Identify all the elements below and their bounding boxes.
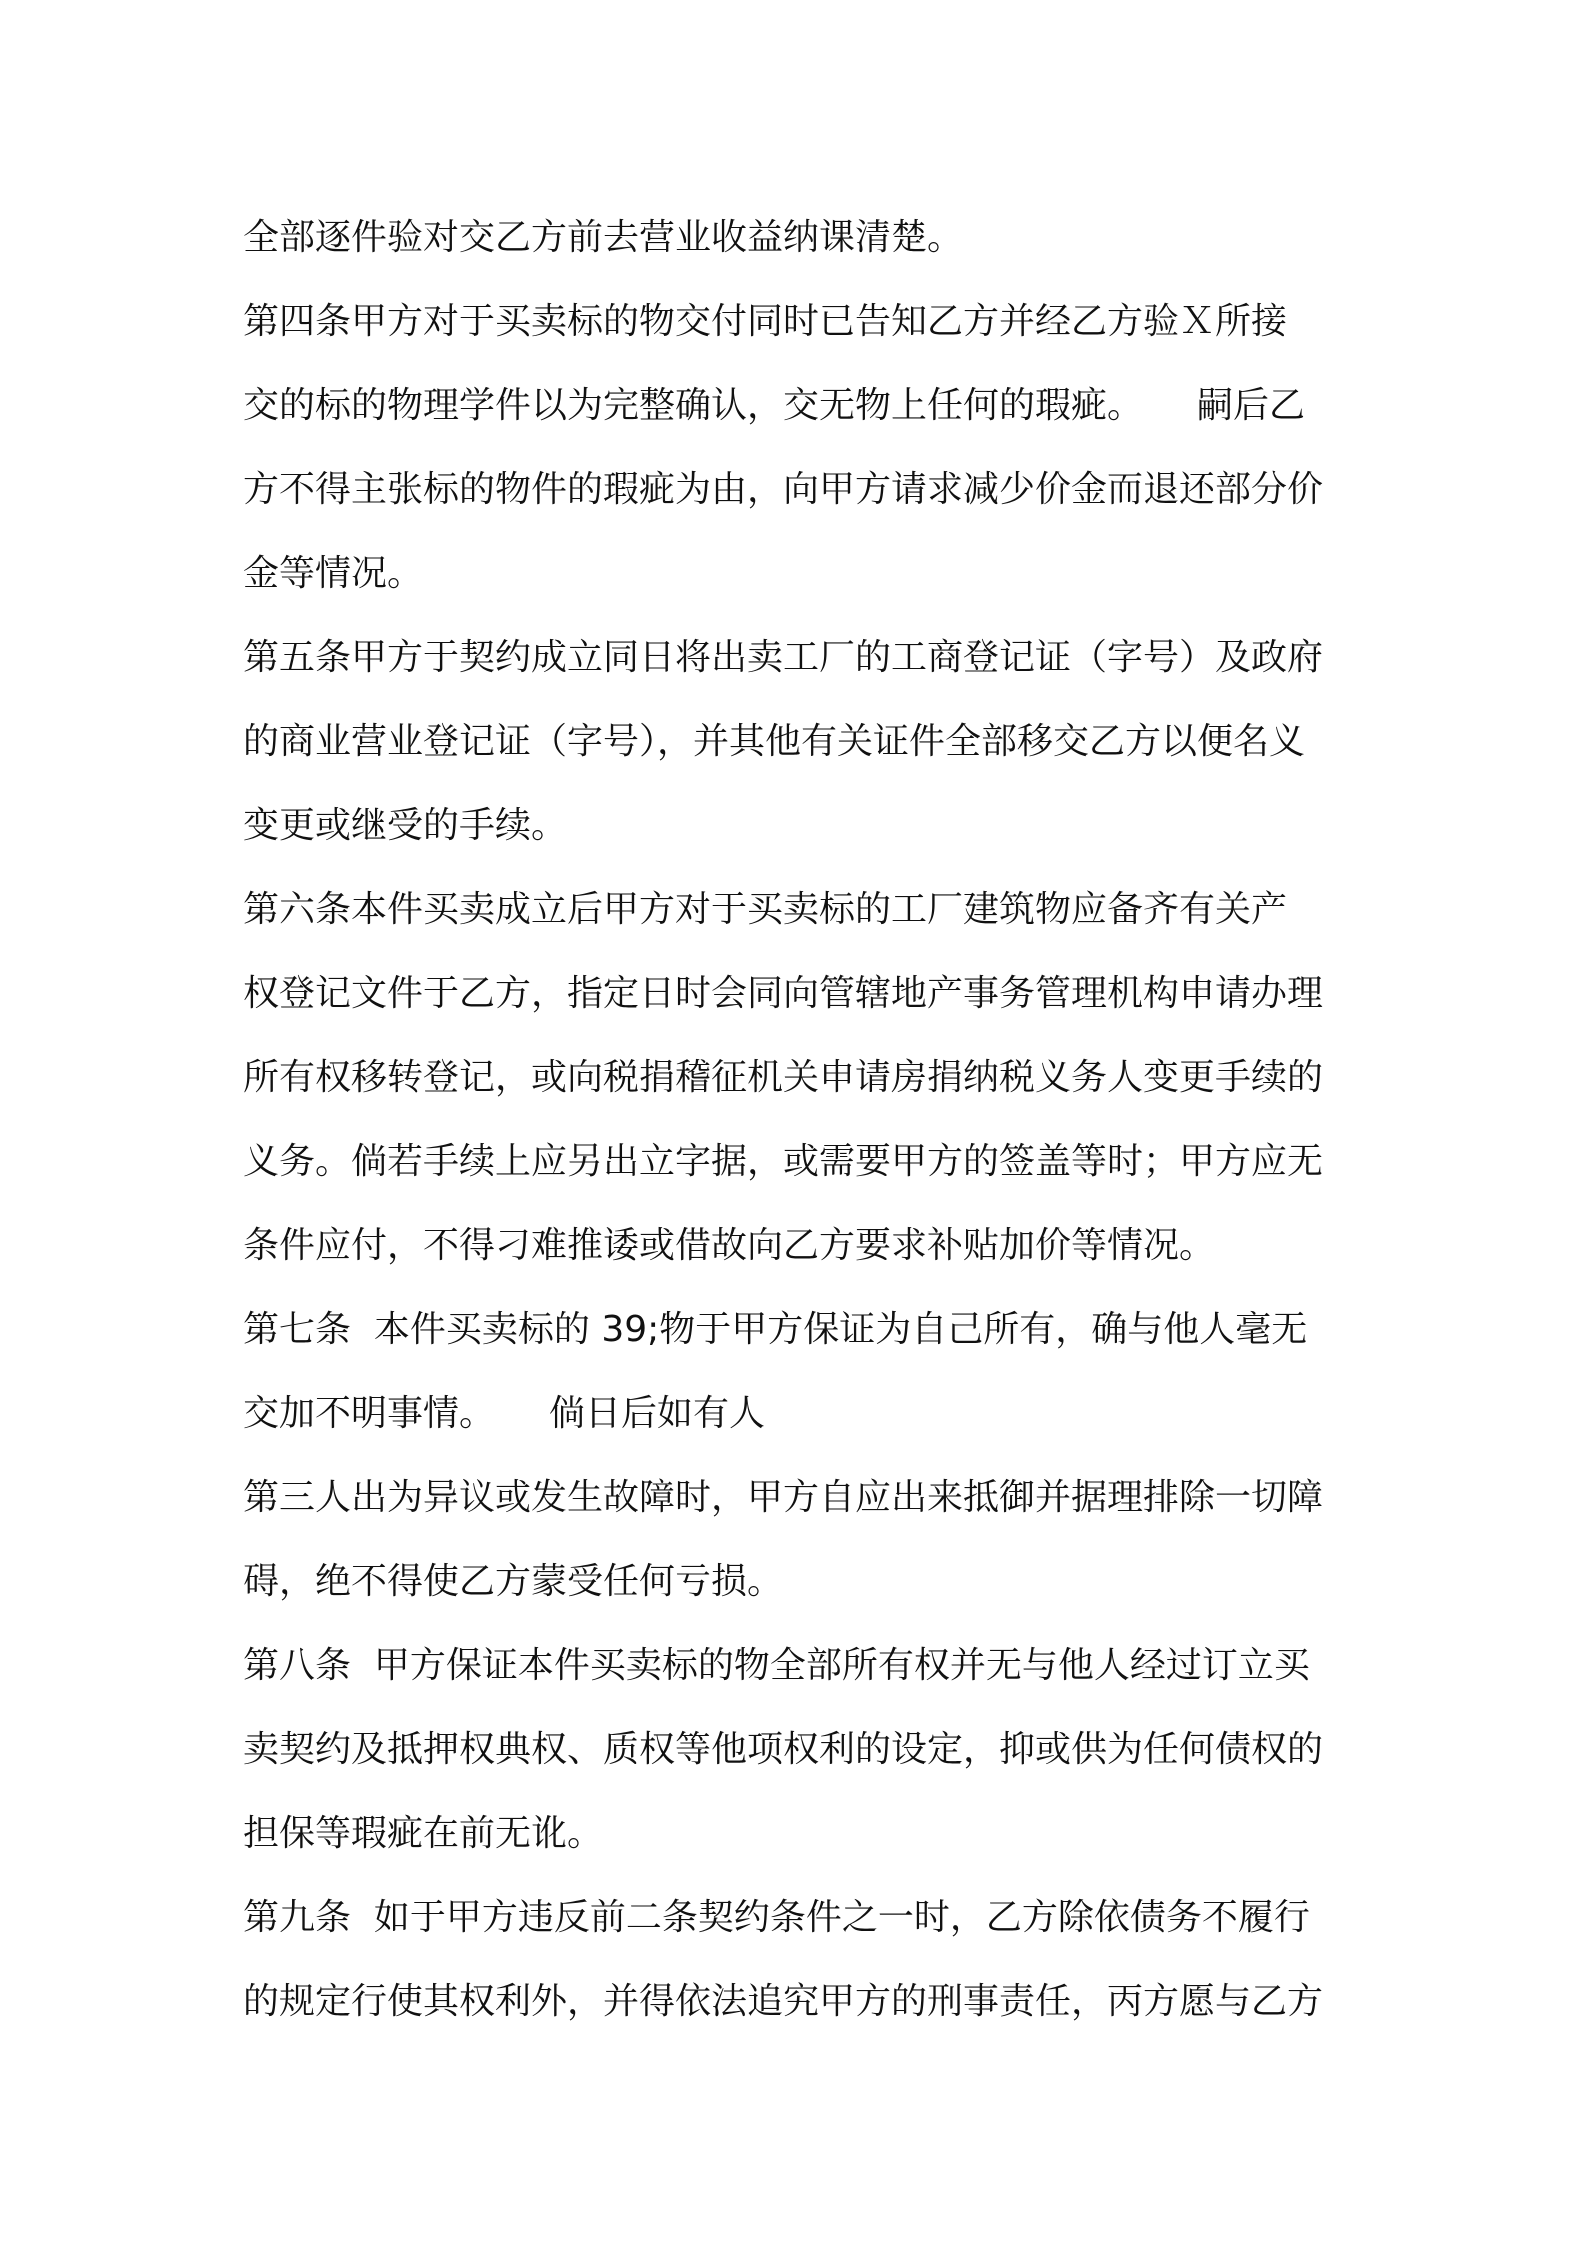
- text-line: 方不得主张标的物件的瑕疵为由，向甲方请求减少价金而退还部分价: [243, 469, 1324, 510]
- text-line: 碍，绝不得使乙方蒙受任何亏损。: [243, 1561, 784, 1602]
- text-line: 第九条 如于甲方违反前二条契约条件之一时，乙方除依债务不履行: [243, 1897, 1310, 1938]
- text-line: 第五条甲方于契约成立同日将出卖工厂的工商登记证（字号）及政府: [243, 637, 1324, 678]
- text-line: 金等情况。: [243, 553, 424, 594]
- text-line: 第八条 甲方保证本件买卖标的物全部所有权并无与他人经过订立买: [243, 1645, 1310, 1686]
- text-line: 的商业营业登记证（字号），并其他有关证件全部移交乙方以便名义: [243, 721, 1306, 762]
- text-line: 全部逐件验对交乙方前去营业收益纳课清楚。: [243, 217, 964, 258]
- text-line: 担保等瑕疵在前无讹。: [243, 1813, 604, 1854]
- text-line: 交加不明事情。 倘日后如有人: [243, 1393, 766, 1434]
- text-line: 第四条甲方对于买卖标的物交付同时已告知乙方并经乙方验Ｘ所接: [243, 301, 1288, 342]
- contract-text-body: [243, 196, 1363, 2044]
- text-line: 的规定行使其权利外，并得依法追究甲方的刑事责任，丙方愿与乙方: [243, 1981, 1324, 2022]
- text-line: 条件应付，不得刁难推诿或借故向乙方要求补贴加价等情况。: [243, 1225, 1216, 1266]
- text-line: 变更或继受的手续。: [243, 805, 568, 846]
- text-line: 第七条 本件买卖标的 39;物于甲方保证为自己所有，确与他人毫无: [243, 1309, 1308, 1350]
- text-line: 第三人出为异议或发生故障时，甲方自应出来抵御并据理排除一切障: [243, 1477, 1324, 1518]
- text-line: 交的标的物理学件以为完整确认，交无物上任何的瑕疵。 嗣后乙: [243, 385, 1306, 426]
- text-line: 卖契约及抵押权典权、质权等他项权利的设定，抑或供为任何债权的: [243, 1729, 1324, 1770]
- text-line: 第六条本件买卖成立后甲方对于买卖标的工厂建筑物应备齐有关产: [243, 889, 1288, 930]
- text-line: 权登记文件于乙方，指定日时会同向管辖地产事务管理机构申请办理: [243, 973, 1324, 1014]
- text-line: 所有权移转登记，或向税捐稽征机关申请房捐纳税义务人变更手续的: [243, 1057, 1324, 1098]
- text-line: 义务。倘若手续上应另出立字据，或需要甲方的签盖等时；甲方应无: [243, 1141, 1324, 1182]
